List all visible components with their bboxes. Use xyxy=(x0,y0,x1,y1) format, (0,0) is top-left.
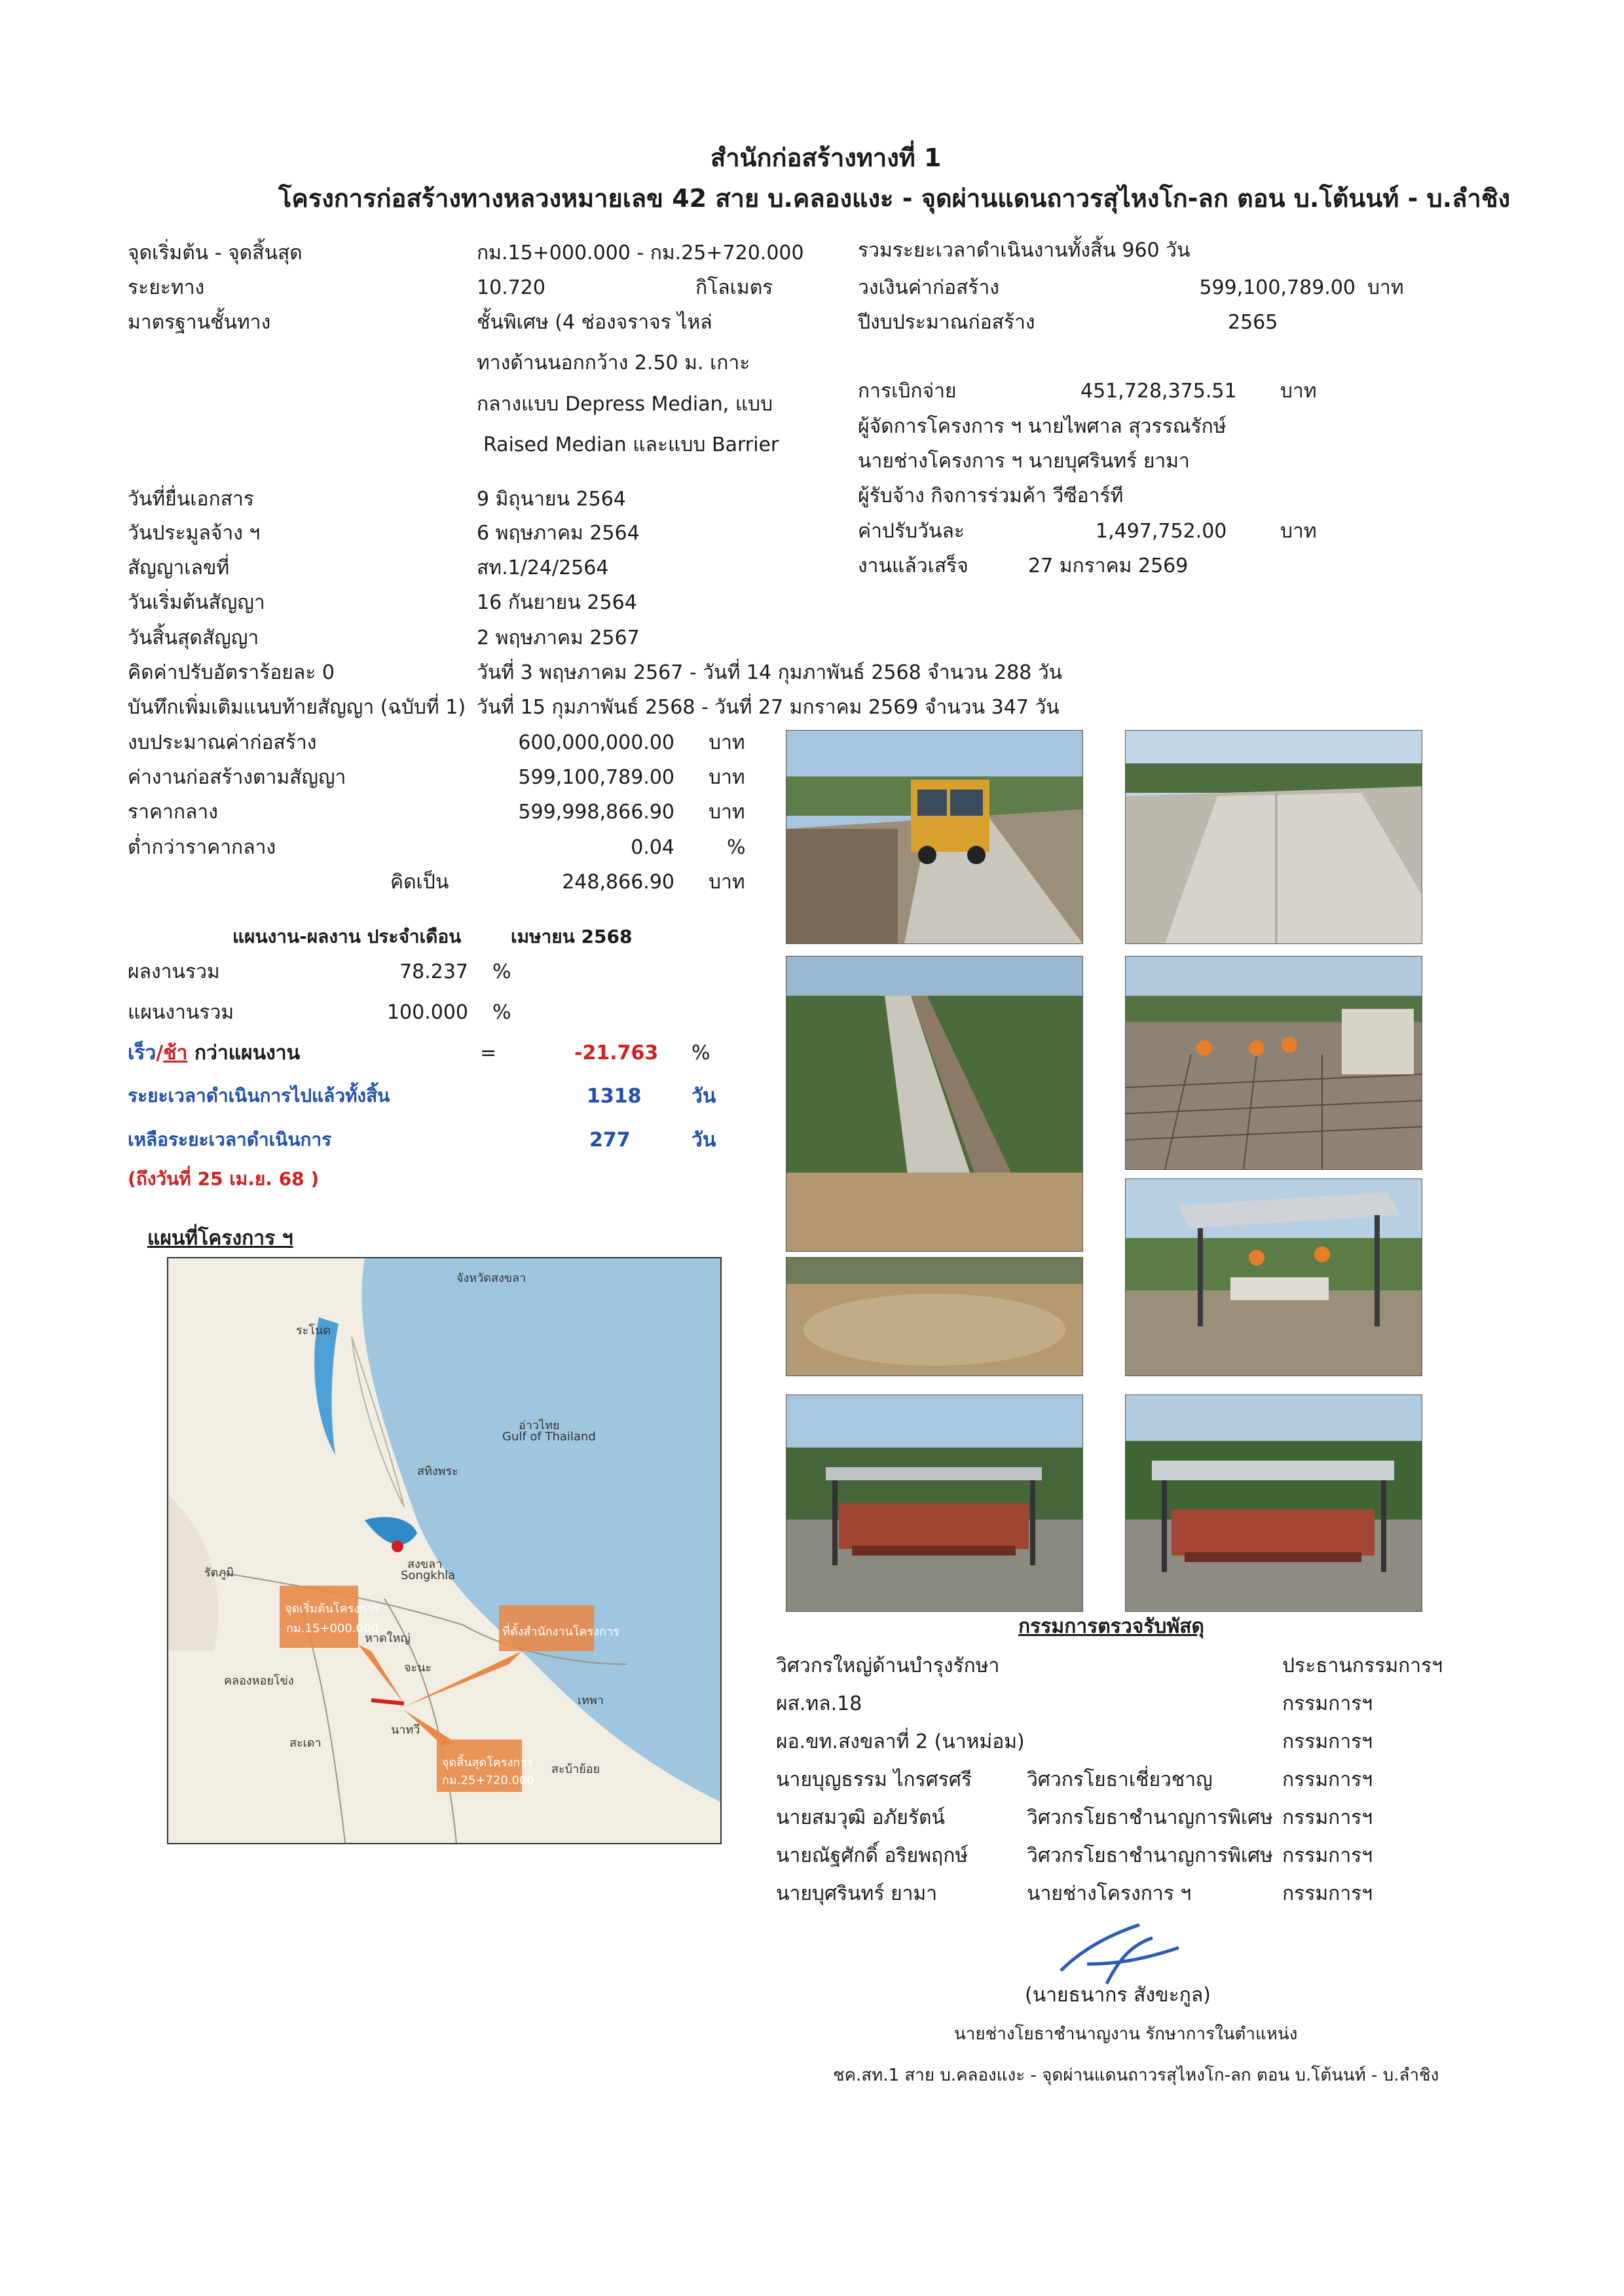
elapsed-unit: วัน xyxy=(692,1085,716,1108)
below-value: 0.04 xyxy=(631,836,674,859)
photo-construction-truck xyxy=(786,730,1083,944)
project-map xyxy=(167,1257,722,1844)
signature-office: ชค.สท.1 สาย บ.คลองแงะ - จุดผ่านแดนถาวรสุไหงโก-ลก ตอน บ.โต้นนท์ - บ.ลำชิง xyxy=(833,2066,1439,2085)
committee-member-role: ประธานกรรมการฯ xyxy=(1282,1654,1443,1677)
vs-plan-row xyxy=(128,1044,300,1063)
committee-member-position: วิศวกรโยธาชำนาญการพิเศษ xyxy=(1027,1806,1273,1829)
map-label-end-km: กม.25+720.000 xyxy=(442,1774,534,1787)
committee-member-name: นายณัฐศักดิ์ อริยพฤกษ์ xyxy=(776,1844,969,1867)
as-of-date: (ถึงวันที่ 25 เม.ย. 68 ) xyxy=(128,1168,320,1190)
plan-label: แผนงานรวม xyxy=(128,1001,234,1024)
complete-label: งานแล้วเสร็จ xyxy=(858,555,969,577)
map-label-thepha: เทพา xyxy=(578,1694,604,1707)
committee-heading: กรรมการตรวจรับพัสดุ xyxy=(1018,1615,1205,1638)
map-label-na-thawi: นาทวี xyxy=(391,1723,420,1737)
map-heading: แผนที่โครงการ ฯ xyxy=(147,1227,293,1250)
map-label-saba-yoi: สะบ้าย้อย xyxy=(551,1762,600,1776)
progress-month: เมษายน 2568 xyxy=(511,926,633,947)
signature-position: นายช่างโยธาชำนาญงาน รักษาการในตำแหน่ง xyxy=(954,2024,1298,2044)
equals-value: 248,866.90 xyxy=(562,871,674,894)
daily-fine-value: 1,497,752.00 xyxy=(1096,520,1227,543)
manager-line: ผู้จัดการโครงการ ฯ นายไพศาล สุวรรณรักษ์ xyxy=(858,415,1227,438)
median-price-value: 599,998,866.90 xyxy=(518,801,674,824)
committee-member-name: ผอ.ขท.สงขลาที่ 2 (นาหม่อม) xyxy=(776,1730,1025,1753)
map-label-sea-en: Gulf of Thailand xyxy=(502,1430,596,1444)
committee-member-role: กรรมการฯ xyxy=(1282,1882,1373,1905)
contract-cost-unit: บาท xyxy=(709,766,745,789)
map-label-songkhla-th: สงขลา xyxy=(407,1558,443,1571)
standard-line-3: กลางแบบ Depress Median, แบบ xyxy=(477,393,773,416)
bid-value: 6 พฤษภาคม 2564 xyxy=(477,522,640,545)
committee-member-name: นายบุญธรรม ไกรศรศรี xyxy=(776,1768,972,1791)
disburse-unit: บาท xyxy=(1280,380,1317,403)
committee-member-role: กรรมการฯ xyxy=(1282,1844,1373,1867)
memo-value: วันที่ 15 กุมภาพันธ์ 2568 - วันที่ 27 มกราคม 2569 จำนวน 347 วัน xyxy=(477,696,1060,719)
contract-cost-value: 599,100,789.00 xyxy=(518,766,674,789)
committee-member-name: นายบุศรินทร์ ยามา xyxy=(776,1882,938,1905)
actual-label: ผลงานรวม xyxy=(128,960,220,983)
below-label: ต่ำกว่าราคากลาง xyxy=(128,836,276,859)
budget-unit: บาท xyxy=(709,731,745,754)
submit-label: วันที่ยื่นเอกสาร xyxy=(128,488,254,511)
contract-value: สท.1/24/2564 xyxy=(477,556,609,579)
actual-value: 78.237 xyxy=(399,960,468,983)
engineer-line: นายช่างโครงการ ฯ นายบุศรินทร์ ยามา xyxy=(858,450,1190,473)
committee-member-position: วิศวกรโยธาชำนาญการพิเศษ xyxy=(1027,1844,1273,1867)
bid-label: วันประมูลจ้าง ฯ xyxy=(128,522,261,545)
committee-member-role: กรรมการฯ xyxy=(1282,1768,1373,1791)
committee-member-position: นายช่างโครงการ ฯ xyxy=(1027,1882,1192,1905)
map-label-hat-yai: หาดใหญ่ xyxy=(365,1631,411,1645)
remain-unit: วัน xyxy=(692,1129,716,1152)
photo-bus-shelter-1 xyxy=(786,1394,1083,1612)
photo-bus-shelter-build xyxy=(1125,1178,1422,1376)
map-label-sea-th: อ่าวไทย xyxy=(519,1419,560,1432)
contractor-line: ผู้รับจ้าง กิจการร่วมค้า วีซีอาร์ที xyxy=(858,484,1124,507)
fine-value: วันที่ 3 พฤษภาคม 2567 - วันที่ 14 กุมภาพันธ์ 2568 จำนวน 288 วัน xyxy=(477,661,1063,684)
committee-member-name: ผส.ทล.18 xyxy=(776,1692,862,1715)
map-label-rattaphum: รัตภูมิ xyxy=(204,1566,234,1580)
duration-label: รวมระยะเวลาดำเนินงานทั้งสิ้น 960 วัน xyxy=(858,239,1190,262)
daily-fine-label: ค่าปรับวันละ xyxy=(858,520,965,543)
map-label-chana: จะนะ xyxy=(404,1661,432,1675)
amount-label: วงเงินค่าก่อสร้าง xyxy=(858,276,999,299)
map-label-end-box: จุดสิ้นสุดโครงการ xyxy=(442,1756,534,1770)
photo-flooded-road xyxy=(786,1257,1083,1376)
office-title: สำนักก่อสร้างทางที่ 1 xyxy=(710,143,942,172)
disburse-value: 451,728,375.51 xyxy=(1080,380,1237,403)
fiscal-value: 2565 xyxy=(1228,311,1278,334)
equals-unit: บาท xyxy=(709,871,745,894)
photo-road-aerial xyxy=(786,956,1083,1252)
contract-start-label: วันเริ่มต้นสัญญา xyxy=(128,591,265,614)
contract-label: สัญญาเลขที่ xyxy=(128,556,230,579)
map-label-songkhla-en: Songkhla xyxy=(401,1569,456,1582)
plan-value: 100.000 xyxy=(386,1001,468,1024)
standard-label: มาตรฐานชั้นทาง xyxy=(128,311,271,334)
committee-member-name: นายสมวุฒิ อภัยรัตน์ xyxy=(776,1806,945,1829)
equal-sign: = xyxy=(480,1042,497,1065)
contract-end-label: วันสิ้นสุดสัญญา xyxy=(128,627,259,649)
memo-label: บันทึกเพิ่มเติมแนบท้ายสัญญา (ฉบับที่ 1) xyxy=(128,696,466,719)
actual-unit: % xyxy=(492,960,511,983)
standard-line-2: ทางด้านนอกกว้าง 2.50 ม. เกาะ xyxy=(477,352,750,374)
distance-value: 10.720 xyxy=(477,276,545,299)
photo-concrete-pouring xyxy=(1125,956,1422,1170)
contract-start-value: 16 กันยายน 2564 xyxy=(477,591,637,614)
distance-unit: กิโลเมตร xyxy=(695,276,773,299)
signature-name: (นายธนากร สังขะกูล) xyxy=(1025,1984,1211,2007)
slash: / xyxy=(156,1042,164,1065)
photo-bus-shelter-2 xyxy=(1125,1394,1422,1612)
budget-label: งบประมาณค่าก่อสร้าง xyxy=(128,731,317,754)
elapsed-label: ระยะเวลาดำเนินการไปแล้วทั้งสิ้น xyxy=(128,1085,390,1106)
remain-value: 277 xyxy=(589,1129,631,1152)
start-end-label: จุดเริ่มต้น - จุดสิ้นสุด xyxy=(128,242,303,264)
complete-value: 27 มกราคม 2569 xyxy=(1028,555,1189,577)
map-label-start-km: กม.15+000.000 xyxy=(286,1622,378,1635)
progress-title: แผนงาน-ผลงาน ประจำเดือน xyxy=(232,926,462,947)
start-end-value: กม.15+000.000 - กม.25+720.000 xyxy=(477,242,804,264)
distance-label: ระยะทาง xyxy=(128,276,205,299)
median-price-unit: บาท xyxy=(709,801,745,824)
map-label-khlong-hoi-khong: คลองหอยโข่ง xyxy=(224,1674,294,1688)
map-label-sathing-phra: สทิงพระ xyxy=(417,1465,458,1478)
amount-value: 599,100,789.00 xyxy=(1199,276,1356,299)
elapsed-value: 1318 xyxy=(587,1085,642,1108)
contract-end-value: 2 พฤษภาคม 2567 xyxy=(477,627,640,649)
fine-label: คิดค่าปรับอัตราร้อยละ 0 xyxy=(128,661,335,684)
diff-value: -21.763 xyxy=(574,1042,659,1065)
committee-member-name: วิศวกรใหญ่ด้านบำรุงรักษา xyxy=(776,1654,1000,1677)
map-label-province: จังหวัดสงขลา xyxy=(456,1271,526,1285)
committee-member-position: วิศวกรโยธาเชี่ยวชาญ xyxy=(1027,1768,1213,1791)
amount-unit: บาท xyxy=(1367,276,1404,299)
committee-member-role: กรรมการฯ xyxy=(1282,1806,1373,1829)
map-label-sadao: สะเดา xyxy=(289,1736,322,1750)
committee-member-role: กรรมการฯ xyxy=(1282,1730,1373,1753)
submit-value: 9 มิถุนายน 2564 xyxy=(477,488,626,511)
standard-line-1: ชั้นพิเศษ (4 ช่องจราจร ไหล่ xyxy=(477,311,712,334)
diff-unit: % xyxy=(692,1042,710,1065)
remain-label: เหลือระยะเวลาดำเนินการ xyxy=(128,1129,332,1150)
budget-value: 600,000,000.00 xyxy=(518,731,674,754)
disburse-label: การเบิกจ่าย xyxy=(858,380,957,403)
standard-line-4: Raised Median และแบบ Barrier xyxy=(483,433,779,456)
photo-concrete-pavement xyxy=(1125,730,1422,944)
fast-label: เร็ว xyxy=(128,1042,157,1065)
contract-cost-label: ค่างานก่อสร้างตามสัญญา xyxy=(128,766,346,789)
equals-label: คิดเป็น xyxy=(390,871,449,894)
map-label-start-box: จุดเริ่มต้นโครงการ xyxy=(285,1602,380,1616)
slow-label: ช้า xyxy=(163,1042,188,1065)
fiscal-label: ปีงบประมาณก่อสร้าง xyxy=(858,311,1035,334)
signature-mark xyxy=(1048,1918,1192,1990)
plan-unit: % xyxy=(492,1001,511,1024)
map-label-site-box: ที่ตั้งสำนักงานโครงการ xyxy=(502,1625,619,1639)
project-title: โครงการก่อสร้างทางหลวงหมายเลข 42 สาย บ.คลองแงะ - จุดผ่านแดนถาวรสุไหงโก-ลก ตอน บ.โต้นนท์ - บ.ลำชิง xyxy=(278,184,1511,213)
map-label-ranot: ระโนด xyxy=(296,1324,331,1338)
median-price-label: ราคากลาง xyxy=(128,801,218,824)
daily-fine-unit: บาท xyxy=(1280,520,1317,543)
below-unit: % xyxy=(727,836,746,859)
vs-plan-label: กว่าแผนงาน xyxy=(187,1042,301,1065)
committee-member-role: กรรมการฯ xyxy=(1282,1692,1373,1715)
